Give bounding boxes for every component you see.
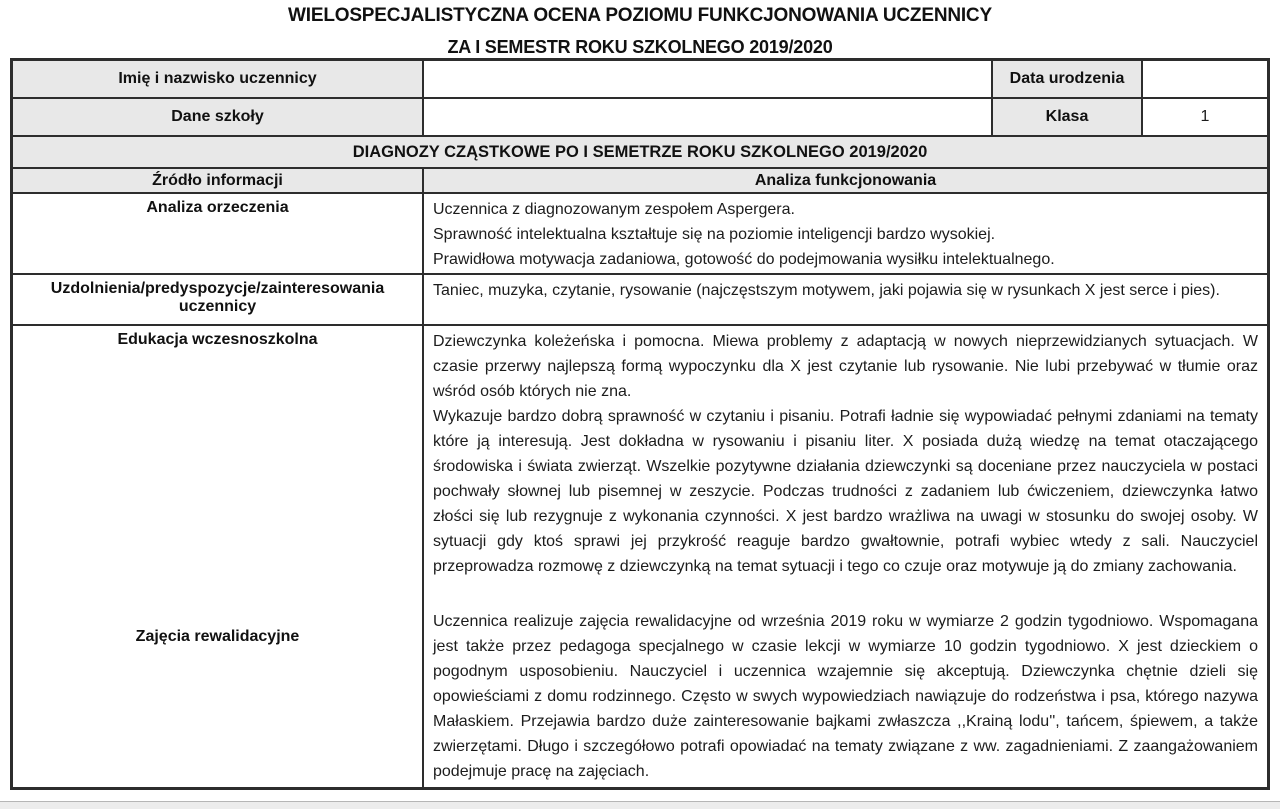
row-analysis-cell	[424, 194, 1267, 275]
analysis-paragraph: Wykazuje bardzo dobrą sprawność w czytaniu i pisaniu. Potrafi ładnie się wypowiadać pełnymi zdaniami na tematy które ją interesują. Jest dokładna w rysowaniu i pisaniu liter. X posiada dużą wiedzę na temat otaczającego środowiska i świata zwierząt. Wszelkie pozytywne działania dziewczynki są doceniane przez nauczyciela w postaci pochwały słownej lub pisemnej w zeszycie. Podczas trudności z zadaniem lub ćwiczeniem, dziewczynka łatwo złości się lub rezygnuje z wykonania czynności. X jest bardzo wrażliwa na uwagi w stosunku do swojej osoby. W sytuacji gdy ktoś sprawi jej przykrość reaguje bardzo gwałtownie, potrafi wybiec wtedy z sali. Nauczyciel przeprowadza rozmowę z dziewczynką na temat sytuacji i tego co czuje oraz motywuje ją do zmiany zachowania.	[433, 408, 1258, 575]
row-source-label: Analiza orzeczenia	[146, 199, 289, 216]
student-name-value-cell	[424, 61, 993, 99]
document-title-line1: WIELOSPECJALISTYCZNA OCENA POZIOMU FUNKCJONOWANIA UCZENNICY	[288, 5, 992, 26]
table-row	[13, 194, 1267, 275]
table-row	[13, 99, 1267, 137]
analysis-paragraph: Dziewczynka koleżeńska i pomocna. Miewa problemy z adaptacją w nowych nieprzewidzianych sytuacjach. W czasie przerwy najlepszą formą wypoczynku dla X jest czytanie lub rysowanie. Nie lubi przebywać w tłumie oraz wśród osób których nie zna.	[433, 333, 1258, 400]
student-name-label: Imię i nazwisko uczennicy	[118, 70, 317, 87]
class-label: Klasa	[1045, 108, 1089, 125]
table-row	[13, 275, 1267, 326]
birth-date-label-cell	[993, 61, 1143, 99]
school-data-label: Dane szkoły	[171, 108, 264, 125]
school-data-value-cell	[424, 99, 993, 137]
class-label-cell	[993, 99, 1143, 137]
analysis-column-header-cell	[424, 169, 1267, 194]
table-row	[13, 61, 1267, 99]
section-band-cell	[13, 137, 1267, 169]
document-title	[0, 0, 1280, 58]
row-source-label-education: Edukacja wczesnoszkolna	[117, 331, 318, 348]
row-source-label-revalidation: Zajęcia rewalidacyjne	[135, 628, 300, 645]
row-source-cell	[13, 275, 424, 326]
analysis-line: Uczennica z diagnozowanym zespołem Aspergera.	[433, 201, 795, 218]
table-row	[13, 169, 1267, 194]
assessment-table	[10, 58, 1270, 790]
row-analysis-cell	[424, 275, 1267, 326]
class-value-cell: 1	[1143, 99, 1267, 137]
student-name-label-cell	[13, 61, 424, 99]
row-source-cell	[13, 326, 424, 787]
row-source-cell	[13, 194, 424, 275]
table-row	[13, 137, 1267, 169]
school-data-label-cell	[13, 99, 424, 137]
analysis-column-header: Analiza funkcjonowania	[754, 171, 937, 189]
section-band-title: DIAGNOZY CZĄSTKOWE PO I SEMETRZE ROKU SZKOLNEGO 2019/2020	[352, 142, 928, 161]
birth-date-label: Data urodzenia	[1009, 70, 1125, 87]
analysis-line: Sprawność intelektualna kształtuje się na poziomie inteligencji bardzo wysokiej.	[433, 226, 996, 243]
table-row	[13, 326, 1267, 787]
analysis-line: Prawidłowa motywacja zadaniowa, gotowość do podejmowania wysiłku intelektualnego.	[433, 251, 1055, 268]
source-column-header-cell	[13, 169, 424, 194]
analysis-paragraph: Uczennica realizuje zajęcia rewalidacyjne od września 2019 roku w wymiarze 2 godzin tygodniowo. Wspomagana jest także przez pedagoga specjalnego w czasie lekcji w wymiarze 10 godzin tygodniowo. X jest dzieckiem o pogodnym usposobieniu. Nauczyciel i uczennica wzajemnie się akceptują. Dziewczynka chętnie dzieli się opowieściami z domu rodzinnego. Często w swych wypowiedziach nawiązuje do rodzeństwa i psa, którego nazywa Małaskiem. Przejawia bardzo duże zainteresowanie bajkami zwłaszcza ,,Krainą lodu'', tańcem, śpiewem, a także zwierzętami. Długo i szczegółowo potrafi opowiadać na tematy związane z ww. zagadnieniami. Z zaangażowaniem podejmuje pracę na zajęciach.	[433, 613, 1258, 780]
analysis-paragraph: Taniec, muzyka, czytanie, rysowanie (najczęstszym motywem, jaki pojawia się w rysunkach X jest serce i pies).	[433, 282, 1220, 299]
row-source-label: Uzdolnienia/predyspozycje/zainteresowania uczennicy	[50, 280, 385, 315]
birth-date-value-cell	[1143, 61, 1267, 99]
row-analysis-cell	[424, 326, 1267, 787]
document-title-line2: ZA I SEMESTR ROKU SZKOLNEGO 2019/2020	[447, 37, 833, 57]
source-column-header: Źródło informacji	[152, 171, 283, 189]
next-row-partial	[0, 801, 1280, 809]
